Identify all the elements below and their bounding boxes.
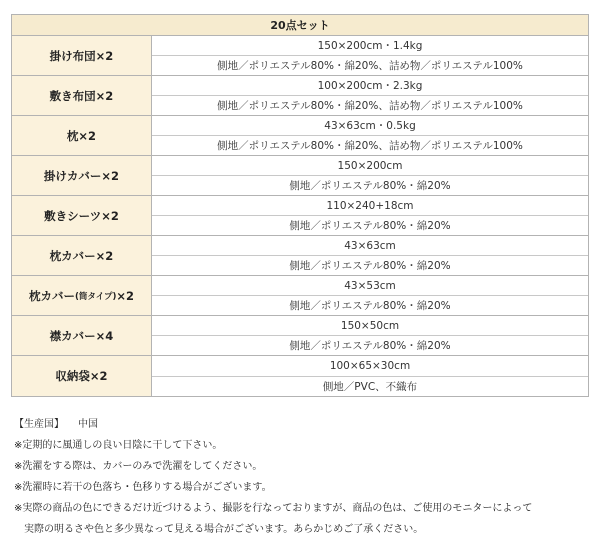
note-line: ※洗濯時に若干の色落ち・色移りする場合がございます。 <box>14 482 272 493</box>
origin-value: 中国 <box>78 419 98 430</box>
item-material: 側地／ポリエステル80%・綿20% <box>289 340 451 352</box>
note-line: 実際の明るさや色と多少異なって見える場合がございます。あらかじめご了承ください。 <box>24 524 424 535</box>
note-line: ※実際の商品の色にできるだけ近づけるよう、撮影を行なっておりますが、商品の色は、ご使用のモニターによって <box>14 503 533 514</box>
item-name: 収納袋×2 <box>12 356 152 396</box>
item-size: 150×200cm・1.4kg <box>152 36 588 56</box>
table-row <box>12 316 588 356</box>
item-material: 側地／ポリエステル80%・綿20% <box>289 300 451 312</box>
item-material: 側地／ポリエステル80%・綿20% <box>289 260 451 272</box>
item-name: 敷き布団×2 <box>12 76 152 115</box>
note-line: ※洗濯をする際は、カバーのみで洗濯をしてください。 <box>14 461 263 472</box>
item-size: 110×240+18cm <box>152 196 588 216</box>
item-size: 43×63cm・0.5kg <box>152 116 588 136</box>
origin-line <box>14 414 590 435</box>
table-row <box>12 276 588 316</box>
spec-table <box>11 14 589 397</box>
table-row <box>12 196 588 236</box>
item-name: 敷きシーツ×2 <box>12 196 152 235</box>
item-material: 側地／ポリエステル80%・綿20%、詰め物／ポリエステル100% <box>217 100 523 112</box>
table-title: 20点セット <box>12 15 588 36</box>
item-size: 100×65×30cm <box>152 356 588 377</box>
item-detail <box>152 116 588 155</box>
item-name: 枕カバー×2 <box>12 236 152 275</box>
item-name: 襟カバー×4 <box>12 316 152 355</box>
table-row <box>12 116 588 156</box>
item-size: 43×63cm <box>152 236 588 256</box>
note-line: ※定期的に風通しの良い日陰に干して下さい。 <box>14 440 223 451</box>
table-row <box>12 236 588 276</box>
origin-label: 【生産国】 <box>14 419 64 430</box>
item-detail <box>152 76 588 115</box>
item-detail <box>152 356 588 396</box>
item-name-sub: (筒タイプ) <box>75 291 117 302</box>
item-size: 100×200cm・2.3kg <box>152 76 588 96</box>
table-row <box>12 356 588 396</box>
item-material: 側地／ポリエステル80%・綿20%、詰め物／ポリエステル100% <box>217 140 523 152</box>
item-material: 側地／ポリエステル80%・綿20%、詰め物／ポリエステル100% <box>217 60 523 72</box>
item-name: 掛けカバー×2 <box>12 156 152 195</box>
table-row <box>12 156 588 196</box>
item-detail <box>152 276 588 315</box>
item-detail <box>152 196 588 235</box>
item-detail <box>152 36 588 75</box>
item-material: 側地／ポリエステル80%・綿20% <box>289 220 451 232</box>
table-row <box>12 76 588 116</box>
item-size: 43×53cm <box>152 276 588 296</box>
item-material: 側地／PVC、不織布 <box>322 380 418 393</box>
item-material: 側地／ポリエステル80%・綿20% <box>289 180 451 192</box>
item-name <box>12 276 152 315</box>
item-detail <box>152 316 588 355</box>
table-row <box>12 36 588 76</box>
notes-section <box>14 414 590 540</box>
item-name: 掛け布団×2 <box>12 36 152 75</box>
item-name-main: 枕カバー <box>29 288 75 303</box>
item-detail <box>152 156 588 195</box>
item-detail <box>152 236 588 275</box>
item-name: 枕×2 <box>12 116 152 155</box>
item-name-suffix: ×2 <box>116 288 134 303</box>
item-size: 150×200cm <box>152 156 588 176</box>
item-size: 150×50cm <box>152 316 588 336</box>
